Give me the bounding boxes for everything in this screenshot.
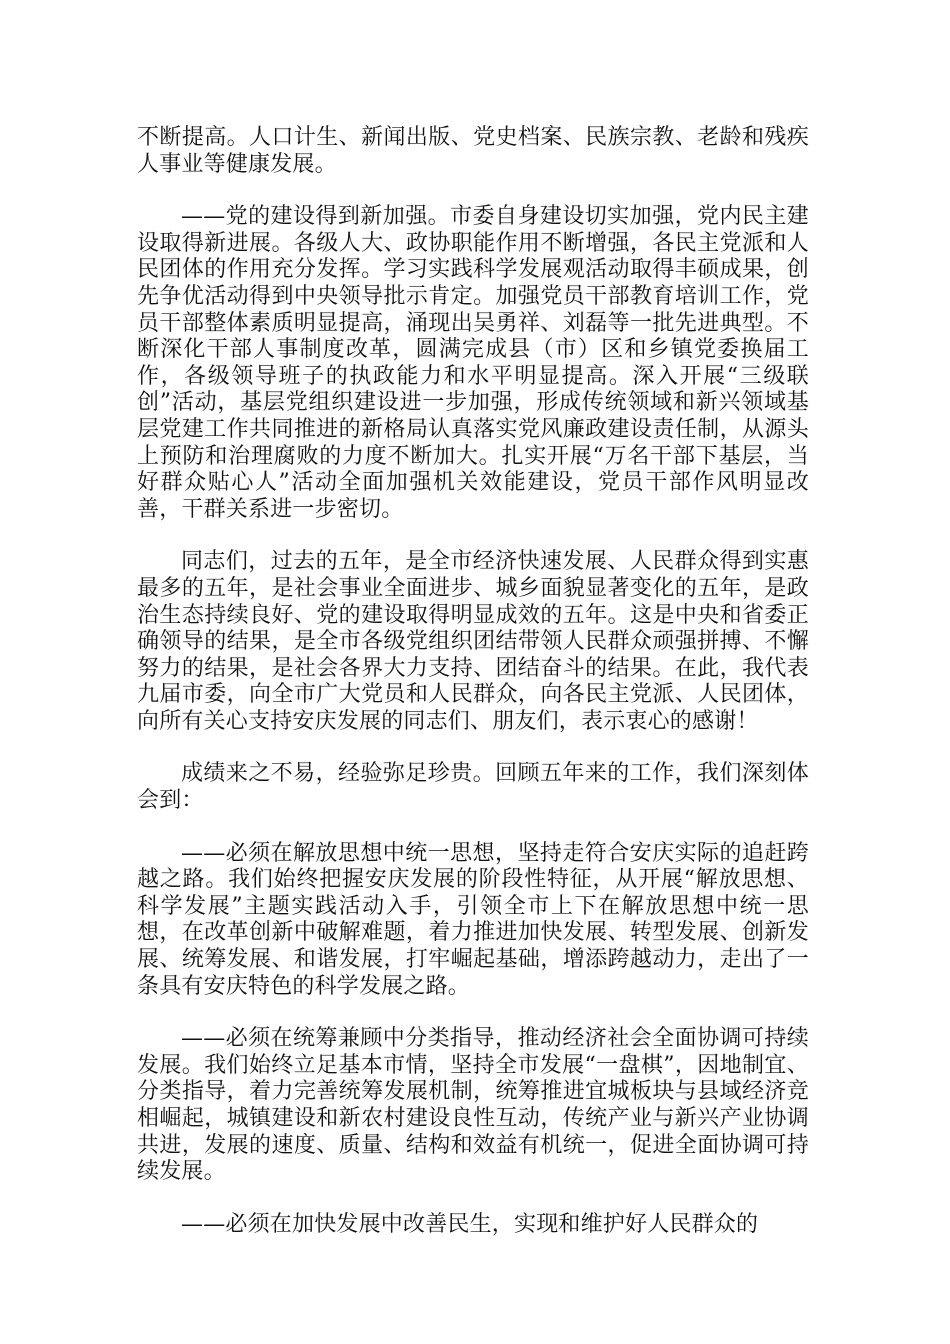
paragraph-party-building: ——党的建设得到新加强。市委自身建设切实加强，党内民主建设取得新进展。各级人大、政协职能作用不断增强，各民主党派和人民团体的作用充分发挥。学习实践科学发展观活动取得丰硕成果，创先争优活动得到中央领导批示肯定。加强党员干部教育培训工作，党员干部整体素质明显提高，涌现出吴勇祥、刘磊等一批先进典型。不断深化干部人事制度改革，圆满完成县（市）区和乡镇党委换届工作，各级领导班子的执政能力和水平明显提高。深入开展“三级联创”活动，基层党组织建设进一步加强，形成传统领域和新兴领域基层党建工作共同推进的新格局认真落实党风廉政建设责任制，从源头上预防和治理腐败的力度不断加大。扎实开展“万名干部下基层，当好群众贴心人”活动全面加强机关效能建设，党员干部作风明显改善，干群关系进一步密切。 <box>137 204 809 522</box>
paragraph-continuation: 不断提高。人口计生、新闻出版、党史档案、民族宗教、老龄和残疾人事业等健康发展。 <box>137 125 809 177</box>
paragraph-five-years-summary: 同志们，过去的五年，是全市经济快速发展、人民群众得到实惠最多的五年，是社会事业全面进步、城乡面貌显著变化的五年，是政治生态持续良好、党的建设取得明显成效的五年。这是中央和省委正确领导的结果，是全市各级党组织团结带领人民群众顽强拼搏、不懈努力的结果，是社会各界大力支持、团结奋斗的结果。在此，我代表九届市委，向全市广大党员和人民群众，向各民主党派、人民团体，向所有关心支持安庆发展的同志们、朋友们，表示衷心的感谢！ <box>137 549 809 734</box>
document-body <box>137 125 809 1238</box>
paragraph-emancipate-mind: ——必须在解放思想中统一思想，坚持走符合安庆实际的追赶跨越之路。我们始终把握安庆发展的阶段性特征，从开展“解放思想、科学发展”主题实践活动入手，引领全市上下在解放思想中统一思想，在改革创新中破解难题，着力推进加快发展、转型发展、创新发展、统筹发展、和谐发展，打牢崛起基础，增添跨越动力，走出了一条具有安庆特色的科学发展之路。 <box>137 840 809 999</box>
paragraph-livelihood: ——必须在加快发展中改善民生，实现和维护好人民群众的 <box>181 1211 759 1237</box>
paragraph-overall-planning: ——必须在统筹兼顾中分类指导，推动经济社会全面协调可持续发展。我们始终立足基本市情，坚持全市发展“一盘棋”，因地制宜、分类指导，着力完善统筹发展机制，统筹推进宜城板块与县域经济竞相崛起，城镇建设和新农村建设良性互动，传统产业与新兴产业协调共进，发展的速度、质量、结构和效益有机统一，促进全面协调可持续发展。 <box>137 1026 809 1185</box>
paragraph-experience-intro: 成绩来之不易，经验弥足珍贵。回顾五年来的工作，我们深刻体会到： <box>137 761 809 814</box>
